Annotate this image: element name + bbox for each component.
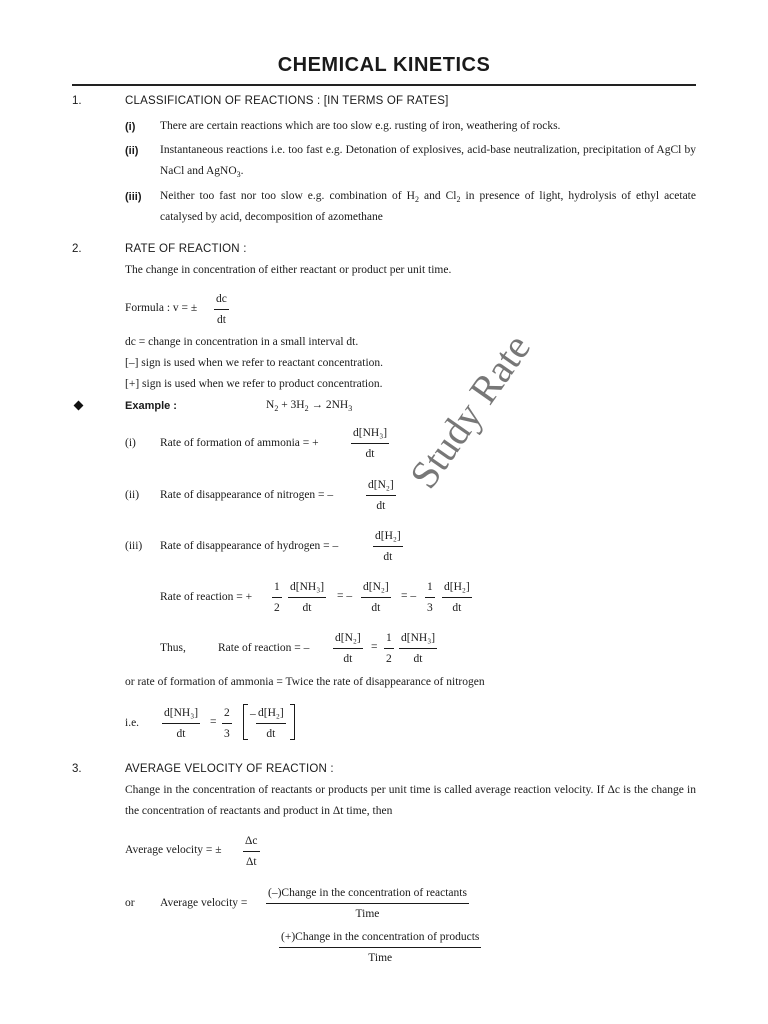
left-bracket: [243, 704, 248, 740]
note-text: dc = change in concentration in a small interval dt.: [125, 336, 359, 348]
fraction: $\frac{\text{d[H₂]}}{dt}$: [444, 581, 470, 614]
thus-text: Rate of reaction = –: [218, 642, 310, 654]
or-line-text: or rate of formation of ammonia = Twice the rate of disappearance of nitrogen: [125, 676, 485, 688]
watermark-text: Study Rate: [400, 325, 540, 497]
fraction: $\frac{\text{d[N₂]}}{dt}$: [363, 581, 389, 614]
fraction: $\frac{\text{d[NH₃]}}{dt}$: [290, 581, 325, 614]
fraction: $\frac{1}{2}$: [386, 632, 392, 665]
item-text: There are certain reactions which are too slow e.g. rusting of iron, weathering of rocks.: [160, 120, 561, 132]
rate-reaction-text: Rate of reaction = +: [160, 591, 253, 603]
or-label: or: [125, 897, 135, 909]
fraction: $\frac{\text{d[NH₃]}}{dt}$: [164, 707, 199, 740]
section-2-number: 2.: [72, 243, 82, 255]
operator: = –: [401, 590, 417, 602]
fraction: $\frac{1}{3}$: [427, 581, 433, 614]
definition-text: The change in concentration of either reactant or product per unit time.: [125, 264, 452, 276]
fraction: $\frac{\Delta c}{\Delta t}$: [245, 835, 258, 868]
avg-velocity-label-2: Average velocity =: [160, 897, 248, 909]
operator: =: [210, 716, 217, 728]
fraction-reactants: (–)Change in the concentration of reactants Time: [268, 887, 467, 920]
section-1-number: 1.: [72, 95, 82, 107]
rate-fraction: $\frac{\text{d[N₂]}}{dt}$: [368, 479, 394, 512]
section-1-heading: CLASSIFICATION OF REACTIONS : [IN TERMS OF RATES]: [125, 95, 449, 107]
operator: –: [250, 708, 256, 720]
fraction-products: (+)Change in the concentration of products Time: [281, 931, 480, 964]
section-2-heading: RATE OF REACTION :: [125, 243, 247, 255]
fraction: $\frac{\text{d[NH₃]}}{dt}$: [401, 632, 436, 665]
item-text: Instantaneous reactions i.e. too fast e.g. Detonation of explosives, acid-base neutralization, precipitation of AgCl by NaCl and AgNO$_3$.: [160, 144, 696, 179]
operator: = –: [337, 590, 353, 602]
title-rule: [72, 84, 696, 86]
operator: =: [371, 641, 378, 653]
rate-text: Rate of disappearance of hydrogen = –: [160, 540, 339, 552]
fraction: $\frac{\text{d[N₂]}}{dt}$: [335, 632, 361, 665]
fraction: $\frac{1}{2}$: [274, 581, 280, 614]
rate-fraction: $\frac{\text{d[H₂]}}{dt}$: [375, 530, 401, 563]
page-title: CHEMICAL KINETICS: [277, 54, 491, 76]
item-label: (i): [125, 121, 136, 133]
item-label: (iii): [125, 191, 142, 203]
avg-velocity-label: Average velocity = ±: [125, 844, 222, 856]
fraction: $\frac{2}{3}$: [224, 707, 230, 740]
rate-text: Rate of disappearance of nitrogen = –: [160, 489, 334, 501]
note-text: [+] sign is used when we refer to product concentration.: [125, 378, 383, 390]
bullet-diamond-icon: [74, 401, 84, 411]
item-text: Neither too fast nor too slow e.g. combination of $H_2$ and $Cl_2$ in presence of light, hydrolysis of ethyl acetate catalysed by acid, decomposition of azomethane: [160, 190, 696, 223]
rate-text: Rate of formation of ammonia = +: [160, 437, 319, 449]
section-3-heading: AVERAGE VELOCITY OF REACTION :: [125, 763, 334, 775]
note-text: [–] sign is used when we refer to reactant concentration.: [125, 357, 384, 369]
thus-label: Thus,: [160, 642, 186, 654]
fraction: $\frac{\text{d[H₂]}}{dt}$: [258, 707, 284, 740]
section-3-paragraph: Change in the concentration of reactants or products per unit time is called average reaction velocity. If Δc is the change in the concentration of reactants and product in Δt time, then: [125, 784, 696, 817]
rate-label: (i): [125, 437, 136, 449]
right-bracket: [290, 704, 295, 740]
ie-label: i.e.: [125, 717, 140, 729]
rate-label: (ii): [125, 489, 140, 501]
formula-label: Formula : v = ±: [125, 302, 198, 314]
example-equation: $N_2 + 3H_2 \to 2NH_3$: [266, 399, 353, 413]
example-label: Example :: [125, 400, 177, 412]
rate-label: (iii): [125, 540, 143, 552]
section-3-number: 3.: [72, 763, 82, 775]
rate-fraction: $\frac{\text{d[NH₃]}}{dt}$: [353, 427, 388, 460]
formula-fraction: $\frac{dc}{dt}$: [216, 293, 227, 326]
item-label: (ii): [125, 145, 139, 157]
